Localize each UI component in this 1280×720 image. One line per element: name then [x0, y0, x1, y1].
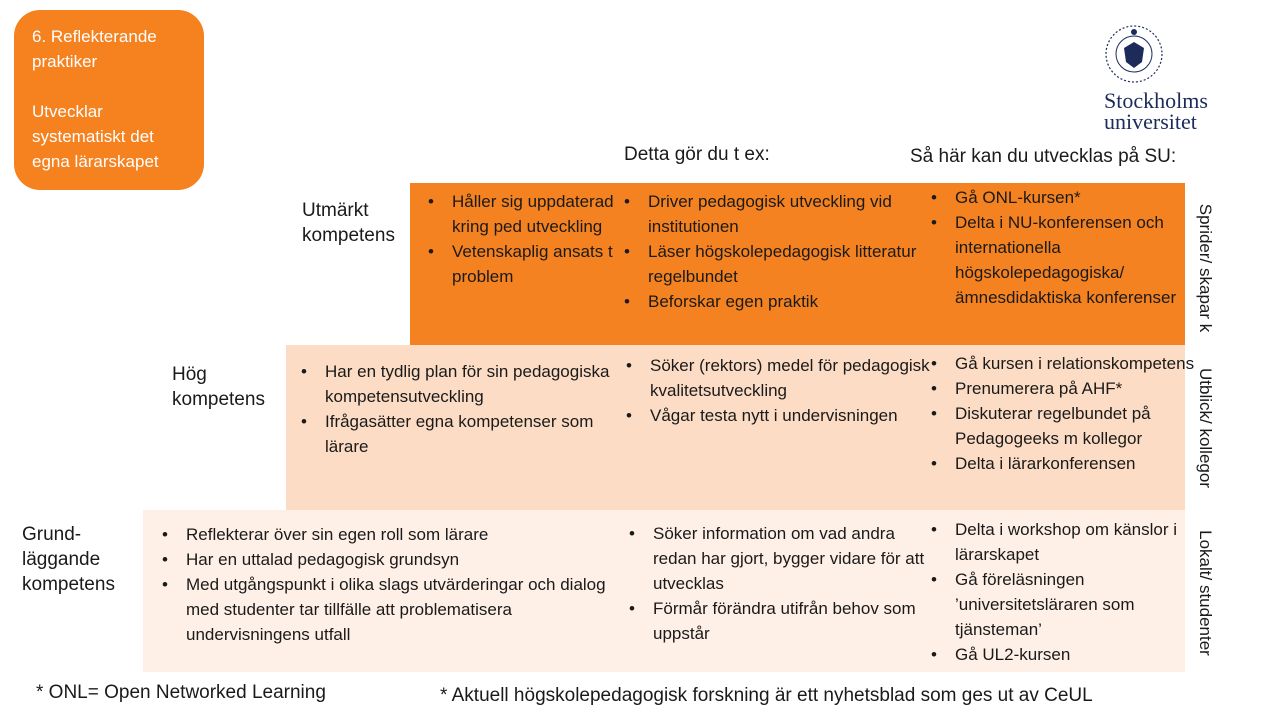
- side-label-spreads: Sprider/ skapar k: [1196, 203, 1215, 333]
- list-item: • Delta i NU-konferensen och internationella högskolepedagogiska/ ämnesdidaktiska konferenser: [955, 210, 1195, 310]
- list-item: • Med utgångspunkt i olika slags utvärderingar och dialog med studenter tar tillfälle att problematisera undervisningens utfall: [186, 572, 606, 647]
- list-item: • Gå UL2-kursen: [955, 642, 1205, 667]
- list-item: • Vetenskaplig ansats t problem: [452, 239, 632, 289]
- basic-development-list: [925, 517, 1205, 667]
- excellent-examples-list: [618, 189, 948, 314]
- list-item: • Söker information om vad andra redan har gjort, bygger vidare för att utvecklas: [653, 521, 933, 596]
- excellent-development-list: [925, 185, 1195, 310]
- area-title: 6. Reflekterande praktiker: [32, 27, 157, 71]
- level-high: Hög kompetens: [172, 364, 265, 410]
- list-item: • Delta i workshop om känslor i lärarskapet: [955, 517, 1205, 567]
- footnote-onl: * ONL= Open Networked Learning: [36, 682, 326, 703]
- high-traits-list: [295, 359, 625, 459]
- list-item: • Förmår förändra utifrån behov som uppstår: [653, 596, 933, 646]
- side-label-outlook: Utblick/ kollegor: [1196, 368, 1215, 488]
- university-name: Stockholms universitet: [1104, 88, 1208, 134]
- high-examples-list: [620, 353, 945, 428]
- list-item: • Reflekterar över sin egen roll som lärare: [186, 522, 606, 547]
- competence-area-tag: [14, 10, 204, 190]
- list-item: • Har en tydlig plan för sin pedagogiska kompetensutveckling: [325, 359, 625, 409]
- list-item: • Gå föreläsningen ’universitetsläraren som tjänsteman’: [955, 567, 1205, 642]
- list-item: • Vågar testa nytt i undervisningen: [650, 403, 945, 428]
- list-item: • Ifrågasätter egna kompetenser som lärare: [325, 409, 625, 459]
- basic-traits-list: [156, 522, 606, 647]
- side-label-local: Lokalt/ studenter: [1196, 530, 1215, 656]
- list-item: • Delta i lärarkonferensen: [955, 451, 1210, 476]
- level-basic: Grund- läggande kompetens: [22, 524, 115, 595]
- list-item: • Gå ONL-kursen*: [955, 185, 1195, 210]
- list-item: • Håller sig uppdaterad kring ped utveckling: [452, 189, 632, 239]
- list-item: • Läser högskolepedagogisk litteratur regelbundet: [648, 239, 948, 289]
- list-item: • Beforskar egen praktik: [648, 289, 948, 314]
- list-item: • Prenumerera på AHF*: [955, 376, 1210, 401]
- footnote-ahf: * Aktuell högskolepedagogisk forskning är ett nyhetsblad som ges ut av CeUL: [440, 685, 1093, 706]
- list-item: • Söker (rektors) medel för pedagogisk kvalitetsutveckling: [650, 353, 945, 403]
- area-description: Utvecklar systematiskt det egna lärarskapet: [32, 102, 159, 171]
- list-item: • Har en uttalad pedagogisk grundsyn: [186, 547, 606, 572]
- basic-examples-list: [623, 521, 933, 646]
- list-item: • Gå kursen i relationskompetens: [955, 351, 1210, 376]
- examples-header: Detta gör du t ex:: [624, 144, 770, 165]
- level-excellent: Utmärkt kompetens: [302, 200, 395, 246]
- list-item: • Driver pedagogisk utveckling vid institutionen: [648, 189, 948, 239]
- university-seal-icon: [1102, 22, 1166, 86]
- development-header: Så här kan du utvecklas på SU:: [910, 146, 1177, 167]
- excellent-traits-list: [422, 189, 632, 289]
- university-logo: [1098, 22, 1238, 137]
- high-development-list: [925, 351, 1210, 476]
- list-item: • Diskuterar regelbundet på Pedagogeeks m kollegor: [955, 401, 1210, 451]
